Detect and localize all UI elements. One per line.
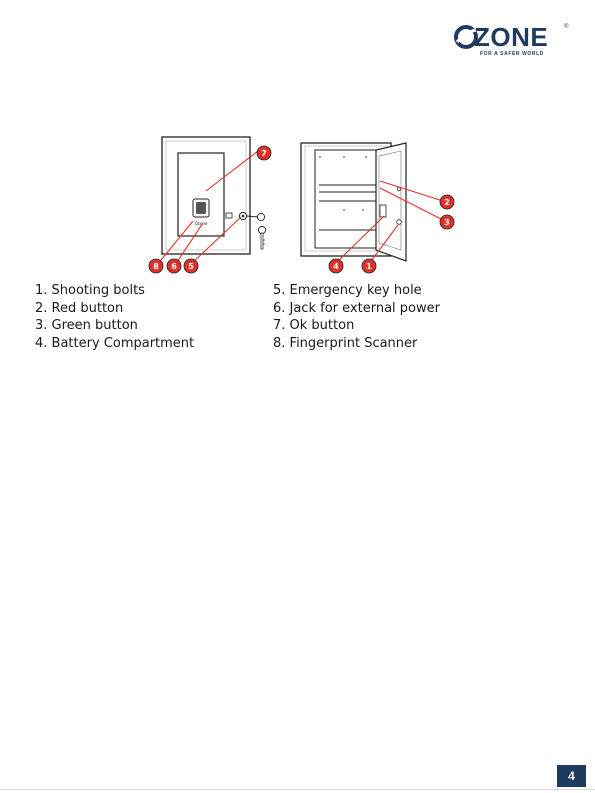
external-power-jack [226, 213, 232, 218]
callout-label-2: 2 [444, 198, 450, 207]
safe-brand-mark: Ozone [194, 221, 208, 226]
callout-badge-3 [440, 215, 454, 229]
safe-parts-diagram [148, 130, 458, 280]
safe-open-view [301, 143, 406, 261]
callout-label-5: 5 [188, 262, 194, 271]
ozone-logo [454, 20, 574, 62]
callout-label-4: 4 [333, 262, 339, 271]
callout-label-7: 7 [261, 149, 267, 158]
legend-right-column [273, 282, 440, 352]
callout-label-1: 1 [366, 262, 372, 271]
logo-registered-mark: ® [564, 24, 569, 30]
legend-item: 7. Ok button [273, 318, 355, 333]
legend-item: 4. Battery Compartment [35, 335, 195, 351]
legend-item: 8. Fingerprint Scanner [273, 335, 418, 351]
green-button [397, 220, 402, 225]
logo-wordmark: ZONE [474, 22, 549, 52]
callout-badge-7 [257, 146, 271, 160]
callout-badge-8 [149, 259, 163, 273]
legend-item: 3. Green button [35, 318, 138, 333]
legend-item: 6. Jack for external power [273, 300, 440, 316]
callout-label-6: 6 [171, 262, 177, 271]
battery-compartment [380, 205, 386, 217]
legend-item: 5. Emergency key hole [273, 283, 422, 298]
callout-badge-2 [440, 195, 454, 209]
callout-badge-6 [167, 259, 181, 273]
bottom-divider [0, 789, 595, 790]
legend-left-column [35, 282, 194, 352]
callout-label-8: 8 [153, 262, 159, 271]
callout-badge-5 [184, 259, 198, 273]
callout-badge-1 [362, 259, 376, 273]
callout-label-3: 3 [444, 218, 450, 227]
logo-tagline: FOR A SAFER WORLD [480, 51, 544, 57]
safe-front-view [162, 137, 266, 254]
legend-item: 2. Red button [35, 300, 124, 316]
legend-item: 1. Shooting bolts [35, 283, 145, 298]
page-number: 4 [557, 765, 586, 787]
callout-badge-4 [329, 259, 343, 273]
